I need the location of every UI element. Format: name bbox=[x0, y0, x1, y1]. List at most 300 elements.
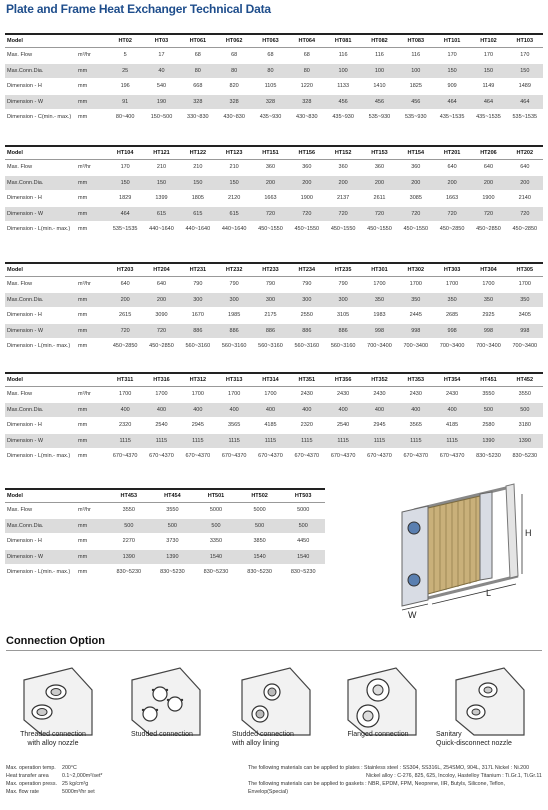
header-cell: HT203 bbox=[107, 263, 143, 277]
header-cell: HT082 bbox=[361, 34, 397, 48]
row-label: Dimension - H bbox=[5, 191, 77, 207]
table-cell: 300 bbox=[289, 292, 325, 308]
table-cell: 2615 bbox=[107, 308, 143, 324]
spec-table-3 bbox=[5, 262, 543, 355]
row-label: Dimension - L(min.- max.) bbox=[5, 565, 77, 581]
table-cell: 1700 bbox=[434, 277, 470, 293]
table-cell: 3350 bbox=[194, 534, 238, 550]
unit-cell: mm bbox=[77, 565, 107, 581]
unit-cell: mm bbox=[77, 339, 107, 355]
table-cell: 400 bbox=[180, 402, 216, 418]
unit-cell: mm bbox=[77, 63, 107, 79]
header-cell: HT451 bbox=[470, 373, 506, 387]
table-cell: 500 bbox=[470, 402, 506, 418]
unit-cell: mm bbox=[77, 308, 107, 324]
header-cell: HT305 bbox=[507, 263, 543, 277]
table-cell: 5 bbox=[107, 48, 143, 64]
table-cell: 328 bbox=[252, 94, 288, 110]
table-cell: 1105 bbox=[252, 79, 288, 95]
table-cell: 200 bbox=[289, 175, 325, 191]
table-cell: 360 bbox=[325, 160, 361, 176]
header-cell: HT156 bbox=[289, 146, 325, 160]
header-cell: HT153 bbox=[361, 146, 397, 160]
table-row bbox=[5, 339, 543, 355]
table-cell: 2580 bbox=[470, 418, 506, 434]
table-cell: 535~1535 bbox=[107, 222, 143, 238]
table-cell: 435~1535 bbox=[434, 110, 470, 126]
table-cell: 670~4370 bbox=[325, 449, 361, 465]
table-row bbox=[5, 433, 543, 449]
table-cell: 3565 bbox=[398, 418, 434, 434]
header-cell: HT353 bbox=[398, 373, 434, 387]
operating-specs bbox=[6, 764, 103, 796]
unit-cell: mm bbox=[77, 175, 107, 191]
row-label: Dimension - L(min.- max.) bbox=[5, 339, 77, 355]
table-cell: 350 bbox=[507, 292, 543, 308]
header-cell: HT123 bbox=[216, 146, 252, 160]
table-cell: 450~2850 bbox=[434, 222, 470, 238]
table-cell: 2945 bbox=[180, 418, 216, 434]
table-cell: 700~3400 bbox=[434, 339, 470, 355]
table-row bbox=[5, 175, 543, 191]
table-cell: 720 bbox=[361, 206, 397, 222]
table-cell: 200 bbox=[507, 175, 543, 191]
table-cell: 196 bbox=[107, 79, 143, 95]
table-cell: 435~930 bbox=[252, 110, 288, 126]
header-cell: HT083 bbox=[398, 34, 434, 48]
header-cell: HT104 bbox=[107, 146, 143, 160]
table-cell: 1390 bbox=[507, 433, 543, 449]
table-cell: 68 bbox=[252, 48, 288, 64]
table-cell: 2430 bbox=[361, 387, 397, 403]
table-cell: 830~5230 bbox=[470, 449, 506, 465]
plates-materials-2: Nickel alloy : C-276, 825, 625, Incoloy, Hastelloy Titanium : Ti.Gr.1, Ti.Gr.11 bbox=[366, 773, 542, 779]
row-label: Max.Conn.Dia. bbox=[5, 518, 77, 534]
unit-cell: m³/hr bbox=[77, 160, 107, 176]
table-cell: 450~1550 bbox=[252, 222, 288, 238]
table-cell: 1149 bbox=[470, 79, 506, 95]
table-cell: 720 bbox=[434, 206, 470, 222]
table-row bbox=[5, 110, 543, 126]
table-cell: 456 bbox=[361, 94, 397, 110]
table-cell: 400 bbox=[289, 402, 325, 418]
table-cell: 909 bbox=[434, 79, 470, 95]
table-cell: 40 bbox=[143, 63, 179, 79]
row-label: Max. Flow bbox=[5, 503, 77, 519]
table-cell: 450~2850 bbox=[107, 339, 143, 355]
table-cell: 2430 bbox=[398, 387, 434, 403]
table-cell: 1540 bbox=[238, 549, 282, 565]
table-cell: 440~1640 bbox=[143, 222, 179, 238]
table-cell: 68 bbox=[289, 48, 325, 64]
table-header-row bbox=[5, 373, 543, 387]
header-cell: HT204 bbox=[143, 263, 179, 277]
table-cell: 1133 bbox=[325, 79, 361, 95]
table-cell: 4185 bbox=[434, 418, 470, 434]
header-cell bbox=[77, 34, 107, 48]
header-cell bbox=[77, 373, 107, 387]
table-cell: 2540 bbox=[325, 418, 361, 434]
header-cell bbox=[77, 146, 107, 160]
table-cell: 2611 bbox=[361, 191, 397, 207]
table-cell: 4450 bbox=[281, 534, 325, 550]
table-cell: 615 bbox=[180, 206, 216, 222]
table-cell: 670~4370 bbox=[143, 449, 179, 465]
table-cell: 400 bbox=[434, 402, 470, 418]
table-cell: 68 bbox=[216, 48, 252, 64]
table-cell: 560~3160 bbox=[325, 339, 361, 355]
table-cell: 535~1535 bbox=[507, 110, 543, 126]
table-cell: 886 bbox=[216, 323, 252, 339]
table-row bbox=[5, 418, 543, 434]
table-cell: 464 bbox=[434, 94, 470, 110]
table-cell: 700~3400 bbox=[361, 339, 397, 355]
header-cell: HT502 bbox=[238, 489, 282, 503]
table-cell: 1663 bbox=[252, 191, 288, 207]
table-cell: 670~4370 bbox=[252, 449, 288, 465]
unit-cell: m³/hr bbox=[77, 277, 107, 293]
table-cell: 5000 bbox=[238, 503, 282, 519]
row-label: Max. Flow bbox=[5, 160, 77, 176]
unit-cell: mm bbox=[77, 518, 107, 534]
table-row bbox=[5, 292, 543, 308]
table-cell: 640 bbox=[143, 277, 179, 293]
table-cell: 1700 bbox=[398, 277, 434, 293]
table-cell: 2120 bbox=[216, 191, 252, 207]
table-cell: 535~930 bbox=[398, 110, 434, 126]
table-cell: 360 bbox=[289, 160, 325, 176]
table-cell: 535~930 bbox=[361, 110, 397, 126]
unit-cell: mm bbox=[77, 191, 107, 207]
header-cell: Model bbox=[5, 34, 77, 48]
table-cell: 100 bbox=[325, 63, 361, 79]
table-cell: 670~4370 bbox=[361, 449, 397, 465]
table-cell: 830~5230 bbox=[107, 565, 151, 581]
table-cell: 1700 bbox=[107, 387, 143, 403]
table-cell: 17 bbox=[143, 48, 179, 64]
table-cell: 1390 bbox=[151, 549, 195, 565]
table-cell: 700~3400 bbox=[470, 339, 506, 355]
table-cell: 1983 bbox=[361, 308, 397, 324]
row-label: Dimension - C(min.- max.) bbox=[5, 110, 77, 126]
table-cell: 1540 bbox=[281, 549, 325, 565]
header-cell: Model bbox=[5, 146, 77, 160]
table-cell: 500 bbox=[507, 402, 543, 418]
table-cell: 3105 bbox=[325, 308, 361, 324]
table-cell: 720 bbox=[470, 206, 506, 222]
table-cell: 500 bbox=[238, 518, 282, 534]
table-cell: 720 bbox=[107, 323, 143, 339]
table-cell: 200 bbox=[252, 175, 288, 191]
table-header-row bbox=[5, 146, 543, 160]
header-cell: HT311 bbox=[107, 373, 143, 387]
table-cell: 3850 bbox=[238, 534, 282, 550]
row-label: Dimension - H bbox=[5, 418, 77, 434]
table-row bbox=[5, 160, 543, 176]
spec-row: Heat transfer area 0.1~2,000m²/set* bbox=[6, 773, 103, 779]
table-cell: 116 bbox=[361, 48, 397, 64]
table-cell: 450~2850 bbox=[507, 222, 543, 238]
table-cell: 80 bbox=[252, 63, 288, 79]
table-cell: 790 bbox=[252, 277, 288, 293]
header-cell: HT452 bbox=[507, 373, 543, 387]
table-cell: 560~3160 bbox=[252, 339, 288, 355]
table-row bbox=[5, 222, 543, 238]
unit-cell: m³/hr bbox=[77, 387, 107, 403]
spec-row: Max. operation press. 25 kg/cm²g bbox=[6, 781, 89, 787]
plate-pack bbox=[428, 496, 480, 594]
table-cell: 200 bbox=[434, 175, 470, 191]
table-cell: 200 bbox=[361, 175, 397, 191]
table-cell: 170 bbox=[434, 48, 470, 64]
header-cell: HT103 bbox=[507, 34, 543, 48]
table-row bbox=[5, 206, 543, 222]
table-cell: 5000 bbox=[194, 503, 238, 519]
table-row bbox=[5, 323, 543, 339]
table-cell: 210 bbox=[216, 160, 252, 176]
row-label: Max.Conn.Dia. bbox=[5, 175, 77, 191]
table-cell: 1115 bbox=[143, 433, 179, 449]
table-cell: 150 bbox=[180, 175, 216, 191]
plates-materials: The following materials can be applied to plates : Stainless steel : SS304, SS316L, 254SMO, 904L, 317L Nickel : Ni.200 bbox=[248, 765, 530, 771]
row-label: Dimension - W bbox=[5, 206, 77, 222]
table-cell: 450~2850 bbox=[143, 339, 179, 355]
table-cell: 615 bbox=[216, 206, 252, 222]
table-cell: 2320 bbox=[289, 418, 325, 434]
table-cell: 2945 bbox=[361, 418, 397, 434]
header-cell: HT122 bbox=[180, 146, 216, 160]
header-cell: HT081 bbox=[325, 34, 361, 48]
table-cell: 300 bbox=[180, 292, 216, 308]
table-cell: 330~830 bbox=[180, 110, 216, 126]
table-cell: 790 bbox=[325, 277, 361, 293]
page-title: Plate and Frame Heat Exchanger Technical Data bbox=[6, 2, 271, 16]
unit-cell: mm bbox=[77, 79, 107, 95]
table-cell: 560~3160 bbox=[216, 339, 252, 355]
table-row bbox=[5, 191, 543, 207]
table-cell: 3730 bbox=[151, 534, 195, 550]
table-cell: 435~1535 bbox=[470, 110, 506, 126]
header-cell: HT102 bbox=[470, 34, 506, 48]
table-cell: 3405 bbox=[507, 308, 543, 324]
table-cell: 720 bbox=[289, 206, 325, 222]
header-cell: Model bbox=[5, 489, 77, 503]
table-cell: 200 bbox=[107, 292, 143, 308]
table-cell: 1220 bbox=[289, 79, 325, 95]
table-cell: 1390 bbox=[107, 549, 151, 565]
unit-cell: mm bbox=[77, 402, 107, 418]
table-row bbox=[5, 565, 325, 581]
header-cell: HT453 bbox=[107, 489, 151, 503]
header-cell: HT061 bbox=[180, 34, 216, 48]
row-label: Max. Flow bbox=[5, 277, 77, 293]
table-cell: 3565 bbox=[216, 418, 252, 434]
header-cell: HT356 bbox=[325, 373, 361, 387]
header-cell: HT062 bbox=[216, 34, 252, 48]
table-cell: 150 bbox=[143, 175, 179, 191]
table-cell: 2137 bbox=[325, 191, 361, 207]
header-cell: HT235 bbox=[325, 263, 361, 277]
table-cell: 615 bbox=[143, 206, 179, 222]
table-cell: 886 bbox=[325, 323, 361, 339]
connection-label: Threaded connection with alloy nozzle bbox=[20, 731, 86, 747]
row-label: Dimension - W bbox=[5, 94, 77, 110]
row-label: Max.Conn.Dia. bbox=[5, 63, 77, 79]
table-cell: 2430 bbox=[325, 387, 361, 403]
table-header-row bbox=[5, 34, 543, 48]
table-cell: 400 bbox=[398, 402, 434, 418]
unit-cell: mm bbox=[77, 323, 107, 339]
movable-plate bbox=[480, 492, 492, 580]
table-cell: 430~830 bbox=[216, 110, 252, 126]
header-cell: HT202 bbox=[507, 146, 543, 160]
header-cell: HT351 bbox=[289, 373, 325, 387]
table-cell: 150 bbox=[107, 175, 143, 191]
table-cell: 830~5230 bbox=[151, 565, 195, 581]
table-cell: 3180 bbox=[507, 418, 543, 434]
table-cell: 500 bbox=[107, 518, 151, 534]
table-row bbox=[5, 308, 543, 324]
spec-table-1 bbox=[5, 33, 543, 126]
table-cell: 210 bbox=[180, 160, 216, 176]
header-cell: HT151 bbox=[252, 146, 288, 160]
materials-notes bbox=[248, 764, 544, 796]
header-cell: HT121 bbox=[143, 146, 179, 160]
table-cell: 640 bbox=[507, 160, 543, 176]
table-cell: 1700 bbox=[216, 387, 252, 403]
table-cell: 2140 bbox=[507, 191, 543, 207]
table-cell: 790 bbox=[289, 277, 325, 293]
unit-cell: mm bbox=[77, 292, 107, 308]
table-cell: 1390 bbox=[470, 433, 506, 449]
table-cell: 360 bbox=[252, 160, 288, 176]
table-cell: 670~4370 bbox=[180, 449, 216, 465]
table-cell: 1700 bbox=[143, 387, 179, 403]
row-label: Dimension - L(min.- max.) bbox=[5, 449, 77, 465]
header-cell bbox=[77, 263, 107, 277]
table-row bbox=[5, 534, 325, 550]
table-cell: 2320 bbox=[107, 418, 143, 434]
header-cell: HT352 bbox=[361, 373, 397, 387]
table-cell: 998 bbox=[398, 323, 434, 339]
spec-row: Max. flow rate 5000m³/hr set bbox=[6, 789, 95, 795]
table-cell: 640 bbox=[470, 160, 506, 176]
table-cell: 80 bbox=[180, 63, 216, 79]
table-cell: 170 bbox=[107, 160, 143, 176]
table-cell: 1700 bbox=[507, 277, 543, 293]
row-label: Max. Flow bbox=[5, 48, 77, 64]
table-cell: 500 bbox=[194, 518, 238, 534]
table-cell: 2550 bbox=[289, 308, 325, 324]
table-cell: 886 bbox=[180, 323, 216, 339]
table-row bbox=[5, 503, 325, 519]
header-cell: HT314 bbox=[252, 373, 288, 387]
table-cell: 1825 bbox=[398, 79, 434, 95]
table-row bbox=[5, 79, 543, 95]
table-row bbox=[5, 277, 543, 293]
table-cell: 670~4370 bbox=[216, 449, 252, 465]
table-cell: 456 bbox=[325, 94, 361, 110]
table-cell: 3550 bbox=[507, 387, 543, 403]
table-cell: 456 bbox=[398, 94, 434, 110]
table-cell: 170 bbox=[470, 48, 506, 64]
gaskets-materials: The following materials can be applied to gaskets : NBR, EPDM, FPM, Neoprene, IIR, Butyls, Silicone, Teflon, Envelop(Special) bbox=[248, 781, 505, 795]
table-cell: 640 bbox=[107, 277, 143, 293]
table-cell: 210 bbox=[143, 160, 179, 176]
header-cell: HT303 bbox=[434, 263, 470, 277]
table-cell: 1900 bbox=[470, 191, 506, 207]
header-cell: HT312 bbox=[180, 373, 216, 387]
table-cell: 2925 bbox=[470, 308, 506, 324]
table-cell: 1115 bbox=[325, 433, 361, 449]
table-row bbox=[5, 518, 325, 534]
table-cell: 640 bbox=[434, 160, 470, 176]
unit-cell: m³/hr bbox=[77, 48, 107, 64]
table-cell: 200 bbox=[143, 292, 179, 308]
fixed-head-plate bbox=[402, 506, 428, 606]
table-row bbox=[5, 63, 543, 79]
table-cell: 1115 bbox=[434, 433, 470, 449]
table-cell: 1115 bbox=[107, 433, 143, 449]
header-cell: HT206 bbox=[470, 146, 506, 160]
table-cell: 2270 bbox=[107, 534, 151, 550]
table-cell: 5000 bbox=[281, 503, 325, 519]
table-cell: 886 bbox=[289, 323, 325, 339]
unit-cell: mm bbox=[77, 418, 107, 434]
table-cell: 1805 bbox=[180, 191, 216, 207]
unit-cell: mm bbox=[77, 94, 107, 110]
table-cell: 80 bbox=[216, 63, 252, 79]
table-cell: 300 bbox=[252, 292, 288, 308]
header-cell: HT354 bbox=[434, 373, 470, 387]
connection-label: Sanitary Quick-disconnect nozzle bbox=[436, 731, 512, 747]
unit-cell: mm bbox=[77, 206, 107, 222]
table-cell: 830~5230 bbox=[507, 449, 543, 465]
table-cell: 400 bbox=[216, 402, 252, 418]
table-cell: 1410 bbox=[361, 79, 397, 95]
table-cell: 3090 bbox=[143, 308, 179, 324]
header-cell: HT316 bbox=[143, 373, 179, 387]
table-cell: 560~3160 bbox=[289, 339, 325, 355]
table-cell: 670~4370 bbox=[398, 449, 434, 465]
table-cell: 670~4370 bbox=[107, 449, 143, 465]
table-row bbox=[5, 402, 543, 418]
row-label: Dimension - L(min.- max.) bbox=[5, 222, 77, 238]
table-cell: 328 bbox=[180, 94, 216, 110]
table-cell: 998 bbox=[470, 323, 506, 339]
unit-cell: mm bbox=[77, 433, 107, 449]
table-cell: 150 bbox=[507, 63, 543, 79]
table-cell: 790 bbox=[180, 277, 216, 293]
table-cell: 560~3160 bbox=[180, 339, 216, 355]
table-cell: 190 bbox=[143, 94, 179, 110]
table-cell: 830~5230 bbox=[281, 565, 325, 581]
table-cell: 1115 bbox=[216, 433, 252, 449]
table-cell: 400 bbox=[252, 402, 288, 418]
table-cell: 3550 bbox=[107, 503, 151, 519]
table-cell: 116 bbox=[325, 48, 361, 64]
table-cell: 464 bbox=[107, 206, 143, 222]
table-cell: 4185 bbox=[252, 418, 288, 434]
table-cell: 1900 bbox=[289, 191, 325, 207]
unit-cell: mm bbox=[77, 110, 107, 126]
header-cell: HT231 bbox=[180, 263, 216, 277]
table-cell: 300 bbox=[216, 292, 252, 308]
table-cell: 25 bbox=[107, 63, 143, 79]
header-cell: HT233 bbox=[252, 263, 288, 277]
dimension-label-w: W bbox=[408, 610, 417, 620]
header-cell: HT152 bbox=[325, 146, 361, 160]
